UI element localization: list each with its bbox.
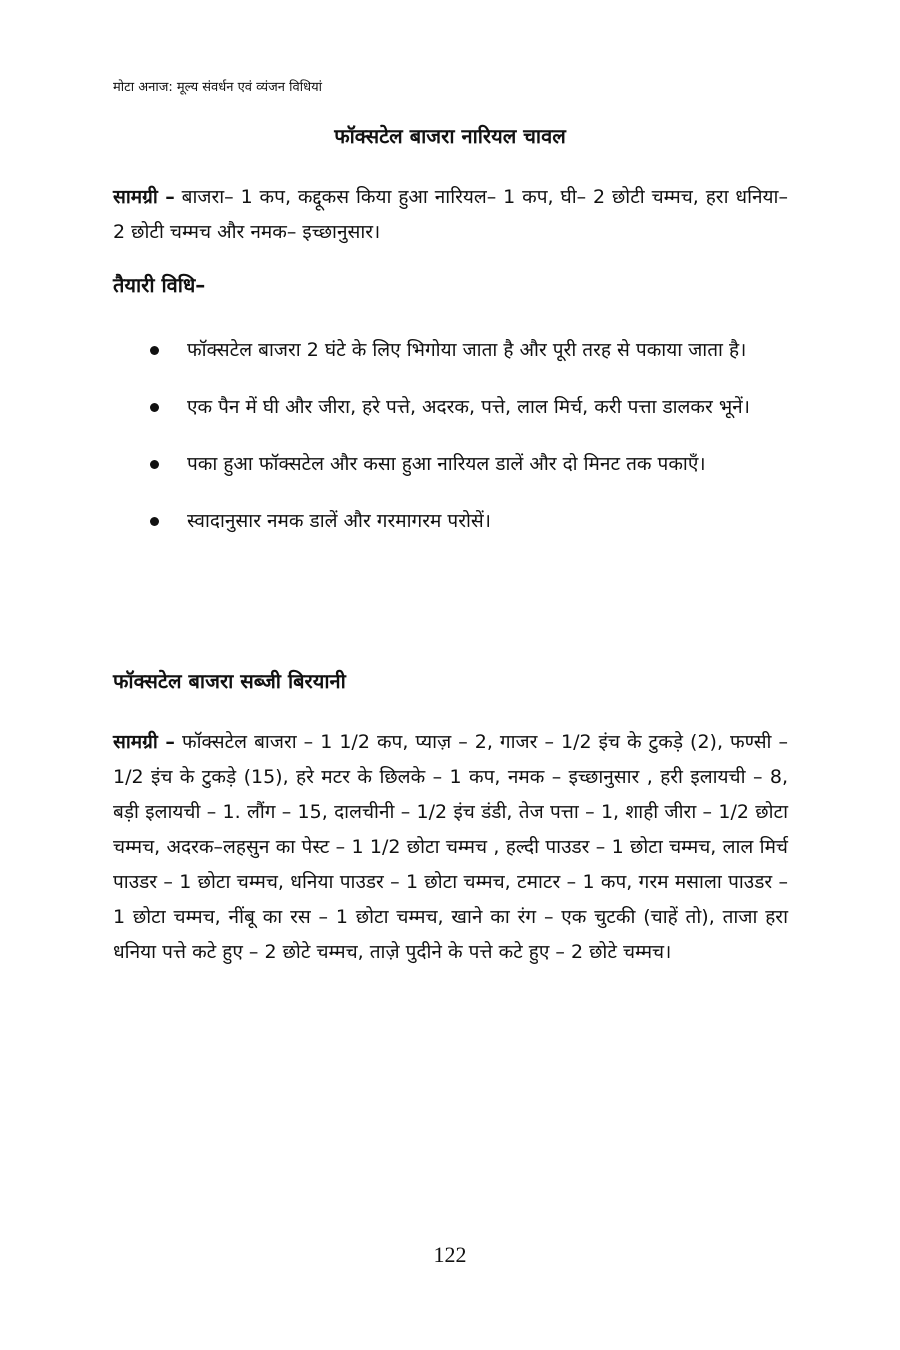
recipe-2-ingredients <box>113 725 788 970</box>
recipe-1-title: फॉक्सटेल बाजरा नारियल चावल <box>334 124 566 148</box>
bullet-icon <box>150 346 159 355</box>
step-text: फॉक्सटेल बाजरा 2 घंटे के लिए भिगोया जाता है और पूरी तरह से पकाया जाता है। <box>187 339 747 361</box>
page-number: 122 <box>433 1242 467 1267</box>
method-heading: तैयारी विधि– <box>113 273 206 297</box>
bullet-icon <box>150 403 159 412</box>
ingredients-text: फॉक्सटेल बाजरा – 1 1/2 कप, प्याज़ – 2, गाजर – 1/2 इंच के टुकड़े (2), फण्सी – 1/2 इंच के टुकड़े (15), हरे मटर के छिलके – 1 कप, नमक – इच्छानुसार , हरी इलायची – 8, बड़ी इलायची – 1. लौंग – 15, दालचीनी – 1/2 इंच डंडी, तेज पत्ता – 1, शाही जीरा – 1/2 छोटा चम्मच, अदरक–लहसुन का पेस्ट – 1 1/2 छोटा चम्मच , हल्दी पाउडर – 1 छोटा चम्मच, लाल मिर्च पाउडर – 1 छोटा चम्मच, धनिया पाउडर – 1 छोटा चम्मच, टमाटर – 1 कप, गरम मसाला पाउडर – 1 छोटा चम्मच, नींबू का रस – 1 छोटा चम्मच, खाने का रंग – एक चुटकी (चाहें तो), ताजा हरा धनिया पत्ते कटे हुए – 2 छोटे चम्मच, ताज़े पुदीने के पत्ते कटे हुए – 2 छोटे चम्मच। <box>113 731 788 963</box>
step-text: एक पैन में घी और जीरा, हरे पत्ते, अदरक, पत्ते, लाल मिर्च, करी पत्ता डालकर भूनें। <box>187 396 750 418</box>
list-item <box>150 390 788 425</box>
step-text: स्वादानुसार नमक डालें और गरमागरम परोसें। <box>187 510 491 532</box>
ingredients-label: सामग्री – <box>113 731 175 753</box>
step-text: पका हुआ फॉक्सटेल और कसा हुआ नारियल डालें और दो मिनट तक पकाएँ। <box>187 453 706 475</box>
list-item <box>150 333 788 368</box>
bullet-icon <box>150 460 159 469</box>
method-steps-list <box>150 333 788 561</box>
ingredients-label: सामग्री – <box>113 186 175 208</box>
list-item <box>150 504 788 539</box>
recipe-2-title: फॉक्सटेल बाजरा सब्जी बिरयानी <box>113 669 346 693</box>
running-header: मोटा अनाज: मूल्य संवर्धन एवं व्यंजन विधियां <box>113 80 323 95</box>
bullet-icon <box>150 517 159 526</box>
list-item <box>150 447 788 482</box>
ingredients-text: बाजरा– 1 कप, कद्दूकस किया हुआ नारियल– 1 कप, घी– 2 छोटी चम्मच, हरा धनिया– 2 छोटी चम्मच और नमक– इच्छानुसार। <box>113 186 788 243</box>
recipe-1-ingredients <box>113 180 788 250</box>
